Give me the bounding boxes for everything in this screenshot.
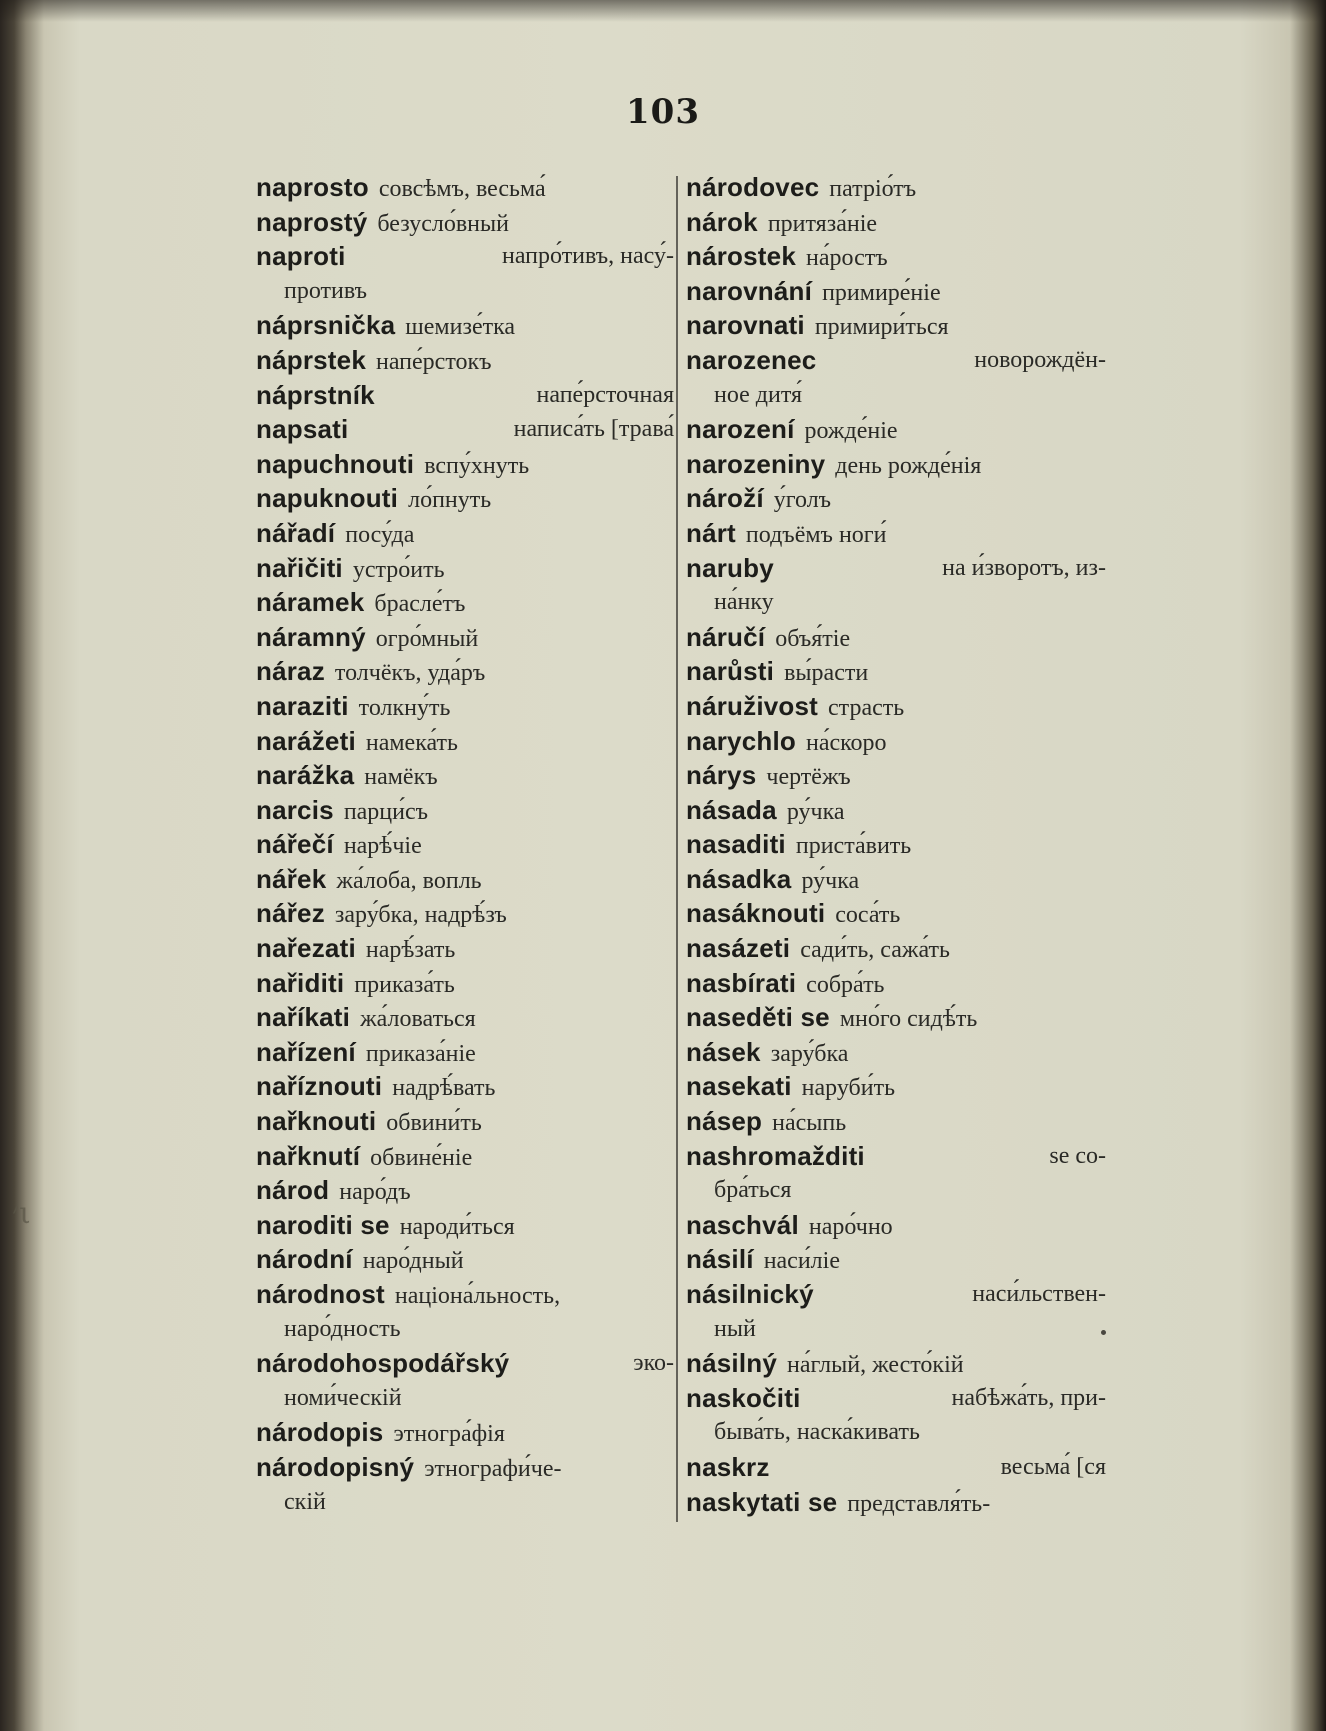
dictionary-entry xyxy=(686,689,1106,724)
entry-headword: narychlo xyxy=(686,725,796,756)
entry-headword: naskočiti xyxy=(686,1382,801,1413)
entry-headword: narovnati xyxy=(686,310,805,341)
dictionary-entry xyxy=(256,1035,674,1070)
entry-translation: наруби́ть xyxy=(801,1075,896,1102)
entry-headword: naseděti se xyxy=(686,1002,830,1033)
entry-headword: nashromažditi xyxy=(686,1140,865,1171)
entry-headword: narozeniny xyxy=(686,448,826,479)
entry-translation: сади́ть, сажа́ть xyxy=(800,937,950,964)
page-top-shadow xyxy=(0,0,1326,22)
entry-headword: naruby xyxy=(686,552,774,583)
entry-translation: націона́льность, xyxy=(394,1283,561,1309)
entry-headword: nároží xyxy=(686,483,764,514)
entry-translation: ру́чка xyxy=(786,798,845,825)
dictionary-entry xyxy=(256,827,674,862)
dictionary-entry xyxy=(686,1381,1106,1416)
dictionary-entry xyxy=(256,1415,674,1450)
dictionary-entry xyxy=(686,862,1106,897)
entry-translation: совсѣмъ, весьма́ xyxy=(378,176,546,202)
entry-headword: nasázeti xyxy=(686,933,791,964)
entry-translation: намека́ть xyxy=(365,729,458,756)
entry-translation: наро́дный xyxy=(362,1248,464,1275)
dictionary-entry xyxy=(686,1139,1106,1174)
right-column xyxy=(686,170,1106,1519)
dictionary-entry xyxy=(256,966,674,1001)
entry-translation: примире́ніе xyxy=(822,279,941,306)
entry-continuation: противъ xyxy=(284,277,368,304)
entry-headword: náraz xyxy=(256,656,325,687)
entry-headword: naříznouti xyxy=(256,1071,383,1102)
entry-translation: устро́ить xyxy=(352,556,445,583)
dictionary-entry xyxy=(256,412,674,447)
dictionary-entry xyxy=(256,1312,674,1347)
entry-translation: нарѣ́чіе xyxy=(343,833,422,860)
entry-headword: narozenec xyxy=(686,344,817,375)
entry-headword: nárt xyxy=(686,517,736,548)
entry-translation: примири́ться xyxy=(814,314,949,341)
entry-continuation: бра́ться xyxy=(714,1177,792,1204)
entry-translation: приста́вить xyxy=(795,833,912,860)
entry-headword: nářek xyxy=(256,863,327,894)
entry-translation: напро́тивъ, насу́- xyxy=(501,243,674,270)
entry-continuation: ный xyxy=(714,1315,756,1342)
entry-headword: nasaditi xyxy=(686,829,786,860)
entry-translation: эко- xyxy=(633,1350,674,1377)
entry-translation: страсть xyxy=(828,694,905,721)
entry-translation: наси́льствен- xyxy=(972,1281,1106,1307)
entry-translation: собра́ть xyxy=(806,971,885,998)
entry-headword: násilný xyxy=(686,1348,777,1379)
entry-headword: nářečí xyxy=(256,829,334,860)
dictionary-entry xyxy=(256,447,674,482)
entry-headword: násadka xyxy=(686,863,792,894)
entry-translation: намёкъ xyxy=(364,764,438,791)
entry-headword: náprstek xyxy=(256,344,366,375)
entry-translation: наси́ліе xyxy=(763,1248,840,1275)
entry-translation: на́сыпь xyxy=(772,1110,847,1137)
entry-headword: narození xyxy=(686,414,795,445)
entry-headword: nárok xyxy=(686,206,758,237)
entry-headword: národnost xyxy=(256,1279,385,1309)
entry-translation: толчёкъ, уда́ръ xyxy=(334,660,486,687)
entry-headword: naprosto xyxy=(256,172,369,202)
dictionary-entry xyxy=(686,343,1106,378)
dictionary-entry xyxy=(256,1173,674,1208)
entry-headword: nařiditi xyxy=(256,967,345,998)
entry-headword: naschvál xyxy=(686,1209,799,1240)
entry-translation: мно́го сидѣ́ть xyxy=(839,1006,978,1033)
entry-headword: násilnický xyxy=(686,1279,814,1309)
dictionary-entry xyxy=(256,481,674,516)
entry-continuation: на́нку xyxy=(714,589,774,616)
dictionary-entry xyxy=(256,931,674,966)
entry-headword: národ xyxy=(256,1175,330,1206)
dictionary-entry xyxy=(686,170,1106,205)
dictionary-entry xyxy=(686,654,1106,689)
entry-translation: приказа́ть xyxy=(354,971,455,998)
entry-headword: narážka xyxy=(256,760,355,791)
dictionary-entry xyxy=(686,447,1106,482)
entry-headword: naskrz xyxy=(686,1451,770,1482)
entry-translation: жа́лоба, вопль xyxy=(336,867,482,894)
entry-headword: národovec xyxy=(686,172,820,202)
entry-translation: день рожде́нія xyxy=(835,452,982,479)
entry-headword: naproti xyxy=(256,241,346,272)
entry-headword: náprsnička xyxy=(256,310,396,341)
entry-headword: násilí xyxy=(686,1244,754,1275)
entry-headword: napsati xyxy=(256,414,349,445)
dictionary-entry xyxy=(256,620,674,655)
dictionary-entry xyxy=(256,1208,674,1243)
entry-translation: толкну́ть xyxy=(358,694,451,721)
entry-headword: náprstník xyxy=(256,379,375,410)
entry-translation: этногра́фія xyxy=(393,1421,505,1448)
dictionary-entry xyxy=(256,654,674,689)
entry-translation: чертёжъ xyxy=(766,764,851,791)
entry-translation: зару́бка xyxy=(770,1040,849,1067)
entry-headword: násada xyxy=(686,794,777,825)
dictionary-entry xyxy=(686,620,1106,655)
entry-headword: nasáknouti xyxy=(686,898,826,929)
entry-translation: приказа́ніе xyxy=(365,1040,476,1067)
entry-headword: naříkati xyxy=(256,1002,351,1033)
entry-translation: на́глый, жесто́кій xyxy=(787,1352,964,1379)
dictionary-entry xyxy=(686,1450,1106,1485)
dictionary-entry xyxy=(686,1485,1106,1520)
dictionary-entry xyxy=(686,1346,1106,1381)
entry-headword: národohospodářský xyxy=(256,1348,510,1379)
dictionary-entry xyxy=(256,308,674,343)
dictionary-entry xyxy=(686,1312,1106,1347)
page-number: 103 xyxy=(626,92,700,132)
entry-translation: народи́ться xyxy=(399,1213,515,1240)
entry-translation: посу́да xyxy=(345,521,415,548)
dictionary-entry xyxy=(686,585,1106,620)
entry-headword: nářez xyxy=(256,898,325,929)
entry-continuation: наро́дность xyxy=(284,1315,401,1342)
entry-translation: вспу́хнуть xyxy=(424,452,530,479)
entry-headword: naprostý xyxy=(256,206,368,237)
entry-translation: напе́рсточная xyxy=(536,381,674,408)
dictionary-entry xyxy=(686,205,1106,240)
entry-translation: подъёмъ ноги́ xyxy=(745,521,887,548)
entry-translation: надрѣ́вать xyxy=(392,1075,496,1102)
entry-translation: ру́чка xyxy=(801,867,860,894)
dictionary-entry xyxy=(686,931,1106,966)
entry-headword: naroditi se xyxy=(256,1209,390,1240)
entry-translation: на и́зворотъ, из- xyxy=(942,554,1106,581)
dictionary-entry xyxy=(686,1035,1106,1070)
entry-headword: nařičiti xyxy=(256,552,343,583)
entry-headword: nářadí xyxy=(256,517,336,548)
dictionary-entry xyxy=(256,343,674,378)
entry-translation: зару́бка, надрѣ́зъ xyxy=(334,902,507,929)
entry-headword: nasbírati xyxy=(686,967,797,998)
dictionary-entry xyxy=(686,308,1106,343)
dictionary-entry xyxy=(256,1346,674,1381)
dictionary-entry xyxy=(256,516,674,551)
dictionary-entry xyxy=(686,1069,1106,1104)
dictionary-entry xyxy=(256,274,674,309)
entry-headword: násek xyxy=(686,1036,761,1067)
entry-headword: národopisný xyxy=(256,1451,415,1482)
dictionary-entry xyxy=(686,274,1106,309)
dictionary-entry xyxy=(686,516,1106,551)
entry-headword: nařezati xyxy=(256,933,356,964)
entry-headword: nařknutí xyxy=(256,1140,361,1171)
entry-translation: весьма́ [ся xyxy=(1000,1453,1106,1480)
entry-translation: вы́расти xyxy=(784,660,869,687)
entry-continuation: номи́ческій xyxy=(284,1384,402,1411)
dictionary-entry xyxy=(686,724,1106,759)
dictionary-entry xyxy=(686,481,1106,516)
dictionary-entry xyxy=(256,551,674,586)
dictionary-entry xyxy=(256,793,674,828)
entry-headword: nárostek xyxy=(686,241,796,272)
entry-headword: náručí xyxy=(686,621,766,652)
entry-translation: парци́съ xyxy=(343,798,429,825)
entry-translation: обвини́ть xyxy=(386,1110,482,1137)
entry-translation: патріо́тъ xyxy=(829,176,917,202)
dictionary-entry xyxy=(686,551,1106,586)
entry-translation: se со- xyxy=(1049,1142,1106,1169)
entry-translation: безусло́вный xyxy=(377,210,509,237)
entry-translation: обвине́ніе xyxy=(370,1144,473,1171)
dictionary-entry xyxy=(256,1485,674,1520)
dictionary-entry xyxy=(686,1277,1106,1312)
entry-translation: притяза́ніе xyxy=(767,210,878,237)
entry-translation: напе́рстокъ xyxy=(375,348,492,375)
dictionary-entry xyxy=(686,827,1106,862)
entry-continuation: быва́ть, наска́кивать xyxy=(714,1419,920,1446)
dictionary-entry xyxy=(256,896,674,931)
dictionary-entry xyxy=(686,412,1106,447)
entry-headword: náramek xyxy=(256,587,365,618)
column-divider xyxy=(676,176,678,1522)
dictionary-entry xyxy=(686,1208,1106,1243)
dictionary-entry xyxy=(686,378,1106,413)
entry-headword: narůsti xyxy=(686,656,775,687)
dictionary-entry xyxy=(256,239,674,274)
dictionary-entry xyxy=(686,758,1106,793)
entry-translation: представля́ть- xyxy=(847,1490,991,1517)
dictionary-entry xyxy=(686,1173,1106,1208)
dictionary-entry xyxy=(256,1242,674,1277)
ink-dot xyxy=(1101,1330,1106,1335)
entry-translation: написа́ть [трава́ xyxy=(513,416,674,443)
entry-translation: огро́мный xyxy=(375,625,479,652)
entry-translation: coса́ть xyxy=(835,902,901,929)
dictionary-entry xyxy=(256,1104,674,1139)
dictionary-entry xyxy=(686,896,1106,931)
dictionary-entry xyxy=(686,1415,1106,1450)
entry-translation: шемизе́тка xyxy=(405,314,516,341)
dictionary-entry xyxy=(256,689,674,724)
dictionary-entry xyxy=(256,1381,674,1416)
dictionary-entry xyxy=(686,1000,1106,1035)
dictionary-entry xyxy=(686,793,1106,828)
margin-mark: ׳ι xyxy=(12,1196,31,1231)
entry-headword: napuchnouti xyxy=(256,448,415,479)
entry-headword: nasekati xyxy=(686,1071,792,1102)
dictionary-entry xyxy=(256,205,674,240)
dictionary-entry xyxy=(686,239,1106,274)
entry-headword: nařknouti xyxy=(256,1106,377,1137)
entry-translation: этнографи́че- xyxy=(424,1455,562,1482)
dictionary-entry xyxy=(256,170,674,205)
entry-translation: новорождён- xyxy=(974,346,1106,373)
entry-translation: нарѣ́зать xyxy=(365,937,456,964)
entry-headword: násep xyxy=(686,1106,763,1137)
entry-continuation: ное дитя́ xyxy=(714,381,803,408)
dictionary-entry xyxy=(686,966,1106,1001)
entry-translation: ло́пнуть xyxy=(408,487,492,514)
entry-headword: narovnání xyxy=(686,275,813,306)
entry-headword: naskytati se xyxy=(686,1486,838,1517)
entry-headword: nařízení xyxy=(256,1036,356,1067)
entry-headword: náruživost xyxy=(686,690,819,721)
dictionary-entry xyxy=(686,1104,1106,1139)
entry-translation: жа́ловаться xyxy=(360,1006,476,1033)
entry-translation: рожде́ніе xyxy=(804,418,898,445)
dictionary-entry xyxy=(256,1000,674,1035)
entry-translation: на́ростъ xyxy=(805,245,888,272)
dictionary-entry xyxy=(256,1450,674,1485)
left-column xyxy=(256,170,674,1519)
entry-translation: объя́тіе xyxy=(775,625,851,652)
entry-translation: у́голъ xyxy=(773,487,832,514)
dictionary-entry xyxy=(256,862,674,897)
entry-translation: наро́чно xyxy=(808,1213,893,1240)
entry-continuation: скій xyxy=(284,1488,326,1515)
entry-translation: наро́дъ xyxy=(339,1179,411,1206)
dictionary-entry xyxy=(256,724,674,759)
entry-headword: národopis xyxy=(256,1417,384,1448)
entry-headword: naraziti xyxy=(256,690,349,721)
dictionary-entry xyxy=(686,1242,1106,1277)
entry-translation: брасле́тъ xyxy=(374,591,466,618)
entry-headword: napuknouti xyxy=(256,483,399,514)
dictionary-entry xyxy=(256,378,674,413)
dictionary-entry xyxy=(256,1277,674,1312)
entry-translation: набѣжа́ть, при- xyxy=(951,1384,1106,1411)
dictionary-entry xyxy=(256,758,674,793)
entry-headword: národní xyxy=(256,1244,353,1275)
entry-translation: на́скоро xyxy=(805,729,887,756)
dictionary-entry xyxy=(256,1139,674,1174)
dictionary-entry xyxy=(256,585,674,620)
entry-headword: narážeti xyxy=(256,725,356,756)
dictionary-entry xyxy=(256,1069,674,1104)
entry-headword: nárys xyxy=(686,760,757,791)
entry-headword: náramný xyxy=(256,621,366,652)
entry-headword: narcis xyxy=(256,794,334,825)
